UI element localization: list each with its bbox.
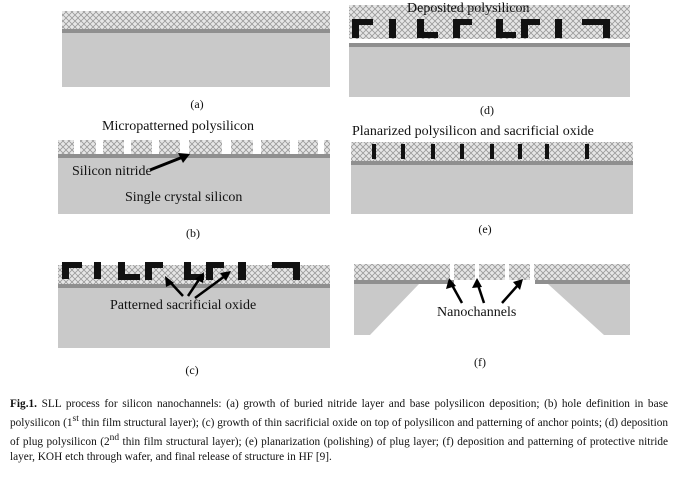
panel-b-label: (b) bbox=[186, 226, 200, 240]
panel-e-diagram bbox=[351, 142, 633, 214]
figure-number: Fig.1. bbox=[10, 398, 37, 410]
nitride-layer bbox=[351, 161, 633, 165]
panel-f-label: (f) bbox=[474, 355, 486, 369]
figure-caption bbox=[10, 397, 668, 465]
nitride-layer bbox=[58, 154, 330, 158]
silicon-nitride-label: Silicon nitride bbox=[72, 164, 152, 179]
panel-d-diagram bbox=[349, 5, 630, 97]
panel-a-diagram bbox=[62, 11, 330, 87]
caption-sup-2: nd bbox=[109, 432, 120, 443]
panel-f-diagram bbox=[354, 264, 630, 335]
etched-substrate-right bbox=[548, 284, 630, 335]
silicon-substrate bbox=[62, 33, 330, 87]
released-structure bbox=[354, 264, 630, 280]
micropatterned-label: Micropatterned polysilicon bbox=[102, 119, 255, 134]
panel-a-label: (a) bbox=[190, 97, 204, 111]
silicon-substrate bbox=[58, 288, 330, 348]
panel-e-label: (e) bbox=[478, 222, 492, 236]
nitride-layer bbox=[62, 29, 330, 33]
panel-c-label: (c) bbox=[185, 363, 199, 377]
panel-d-label: (d) bbox=[480, 103, 494, 117]
nanochannels-label: Nanochannels bbox=[437, 305, 517, 320]
single-crystal-label: Single crystal silicon bbox=[125, 190, 243, 205]
nitride-layer bbox=[349, 43, 630, 47]
silicon-substrate bbox=[351, 165, 633, 214]
caption-part-2: thin film structural layer); (c) growth of thin sacrificial oxide on top of polysilicon and patterning of anchor points; (d) deposition of plug polysilicon (2 bbox=[10, 416, 669, 448]
planarized-label: Planarized polysilicon and sacrificial oxide bbox=[352, 124, 594, 139]
silicon-substrate bbox=[349, 47, 630, 97]
caption-part-3: thin film structural layer); (e) planarization (polishing) of plug layer; (f) deposition and patterning of protective nitride layer, KOH etch through wafer, and final release of structure in HF [9]. bbox=[10, 435, 669, 463]
base-polysilicon-layer bbox=[62, 11, 330, 29]
caption-sup-1: st bbox=[72, 414, 79, 424]
caption-part-1: SLL process for silicon nanochannels: (a) growth of buried nitride layer and base polysilicon deposition; (b) hole definition in base polysilicon (1 bbox=[10, 398, 668, 429]
nanochannel-arrows bbox=[452, 285, 518, 303]
sacrificial-oxide-label: Patterned sacrificial oxide bbox=[110, 298, 257, 313]
deposited-polysilicon-label: Deposited polysilicon bbox=[407, 1, 530, 16]
etched-substrate-left bbox=[354, 284, 419, 335]
